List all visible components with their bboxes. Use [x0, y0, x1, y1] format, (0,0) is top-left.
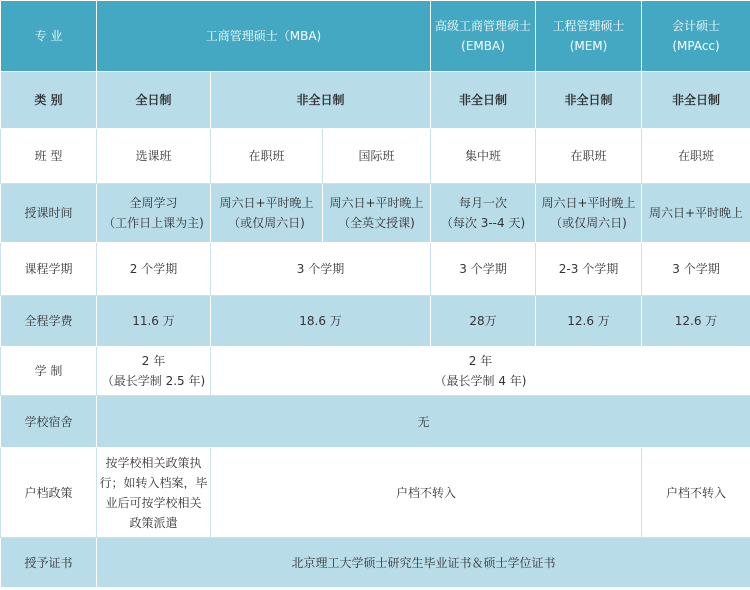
schedule-mba-ft-line1: 全周学习	[129, 196, 178, 210]
schedule-mpacc: 周六日+平时晚上	[642, 184, 750, 243]
class-mba-intl: 国际班	[323, 129, 431, 184]
schedule-emba	[431, 184, 536, 243]
hukou-mba-ft-line3: 业后可按学校相关	[105, 495, 202, 510]
header-mem-abbr: (MEM)	[569, 39, 608, 53]
category-mba-pt: 非全日制	[211, 72, 431, 129]
row-category	[1, 72, 750, 129]
tuition-mpacc: 12.6 万	[642, 296, 750, 347]
row-label-class-type: 班 型	[1, 129, 97, 184]
header-emba-name: 高级工商管理硕士	[435, 19, 532, 33]
hukou-mpacc: 户档不转入	[642, 448, 750, 538]
semesters-mpacc: 3 个学期	[642, 243, 750, 296]
schedule-mem-line2: （或仅周六日)	[550, 216, 627, 230]
schedule-mem-line1: 周六日+平时晚上	[541, 196, 636, 210]
class-mba-elective: 选课班	[97, 129, 211, 184]
header-mpacc-abbr: (MPAcc)	[672, 39, 720, 53]
tuition-emba: 28万	[431, 296, 536, 347]
header-mpacc-name: 会计硕士	[672, 19, 721, 33]
row-semesters	[1, 243, 750, 296]
schedule-mba-intl-line2: （全英文授课)	[338, 216, 415, 230]
duration-others	[211, 347, 750, 396]
duration-mba-ft-years: 2 年	[141, 354, 166, 368]
row-tuition	[1, 296, 750, 347]
header-row	[1, 1, 750, 72]
class-mba-inservice: 在职班	[211, 129, 323, 184]
schedule-mba-inservice-line1: 周六日+平时晚上	[219, 196, 314, 210]
row-label-hukou: 户档政策	[1, 448, 97, 538]
header-mem	[536, 1, 642, 72]
tuition-mba-pt: 18.6 万	[211, 296, 431, 347]
hukou-mba-ft-line1: 按学校相关政策执	[105, 455, 202, 470]
certificate-value: 北京理工大学硕士研究生毕业证书＆硕士学位证书	[97, 538, 750, 588]
schedule-mba-ft-line2: （工作日上课为主)	[103, 216, 204, 230]
category-mba-ft: 全日制	[97, 72, 211, 129]
schedule-mba-intl-line1: 周六日+平时晚上	[329, 196, 424, 210]
row-certificate	[1, 538, 750, 588]
header-mpacc	[642, 1, 750, 72]
hukou-mba-ft-line2: 行；如转入档案，毕	[99, 475, 208, 490]
row-label-semesters: 课程学期	[1, 243, 97, 296]
row-label-schedule: 授课时间	[1, 184, 97, 243]
category-mem: 非全日制	[536, 72, 642, 129]
header-major: 专 业	[1, 1, 97, 72]
schedule-emba-line2: （每次 3--4 天)	[440, 216, 526, 230]
schedule-mba-inservice	[211, 184, 323, 243]
schedule-emba-line1: 每月一次	[459, 196, 508, 210]
semesters-mba-pt: 3 个学期	[211, 243, 431, 296]
header-mem-name: 工程管理硕士	[552, 19, 625, 33]
semesters-emba: 3 个学期	[431, 243, 536, 296]
duration-mba-ft	[97, 347, 211, 396]
row-class-type	[1, 129, 750, 184]
schedule-mem	[536, 184, 642, 243]
row-schedule	[1, 184, 750, 243]
hukou-mba-ft	[97, 448, 211, 538]
schedule-mba-intl	[323, 184, 431, 243]
duration-others-years: 2 年	[468, 354, 493, 368]
class-emba: 集中班	[431, 129, 536, 184]
row-label-dorm: 学校宿舍	[1, 396, 97, 448]
category-mpacc: 非全日制	[642, 72, 750, 129]
row-hukou	[1, 448, 750, 538]
header-emba-abbr: (EMBA)	[461, 39, 505, 53]
duration-mba-ft-max: （最长学制 2.5 年)	[101, 374, 206, 388]
schedule-mba-inservice-line2: （或仅周六日)	[228, 216, 305, 230]
schedule-mba-ft	[97, 184, 211, 243]
row-label-certificate: 授予证书	[1, 538, 97, 588]
hukou-mba-ft-line4: 政策派遣	[129, 515, 178, 530]
semesters-mba-ft: 2 个学期	[97, 243, 211, 296]
dorm-value: 无	[97, 396, 750, 448]
category-emba: 非全日制	[431, 72, 536, 129]
class-mem: 在职班	[536, 129, 642, 184]
class-mpacc: 在职班	[642, 129, 750, 184]
duration-others-max: （最长学制 4 年)	[434, 374, 527, 388]
header-emba	[431, 1, 536, 72]
row-label-duration: 学 制	[1, 347, 97, 396]
row-label-tuition: 全程学费	[1, 296, 97, 347]
header-mba: 工商管理硕士（MBA)	[97, 1, 431, 72]
row-label-category: 类 别	[1, 72, 97, 129]
semesters-mem: 2-3 个学期	[536, 243, 642, 296]
hukou-middle: 户档不转入	[211, 448, 642, 538]
tuition-mem: 12.6 万	[536, 296, 642, 347]
row-dorm	[1, 396, 750, 448]
row-duration	[1, 347, 750, 396]
tuition-mba-ft: 11.6 万	[97, 296, 211, 347]
